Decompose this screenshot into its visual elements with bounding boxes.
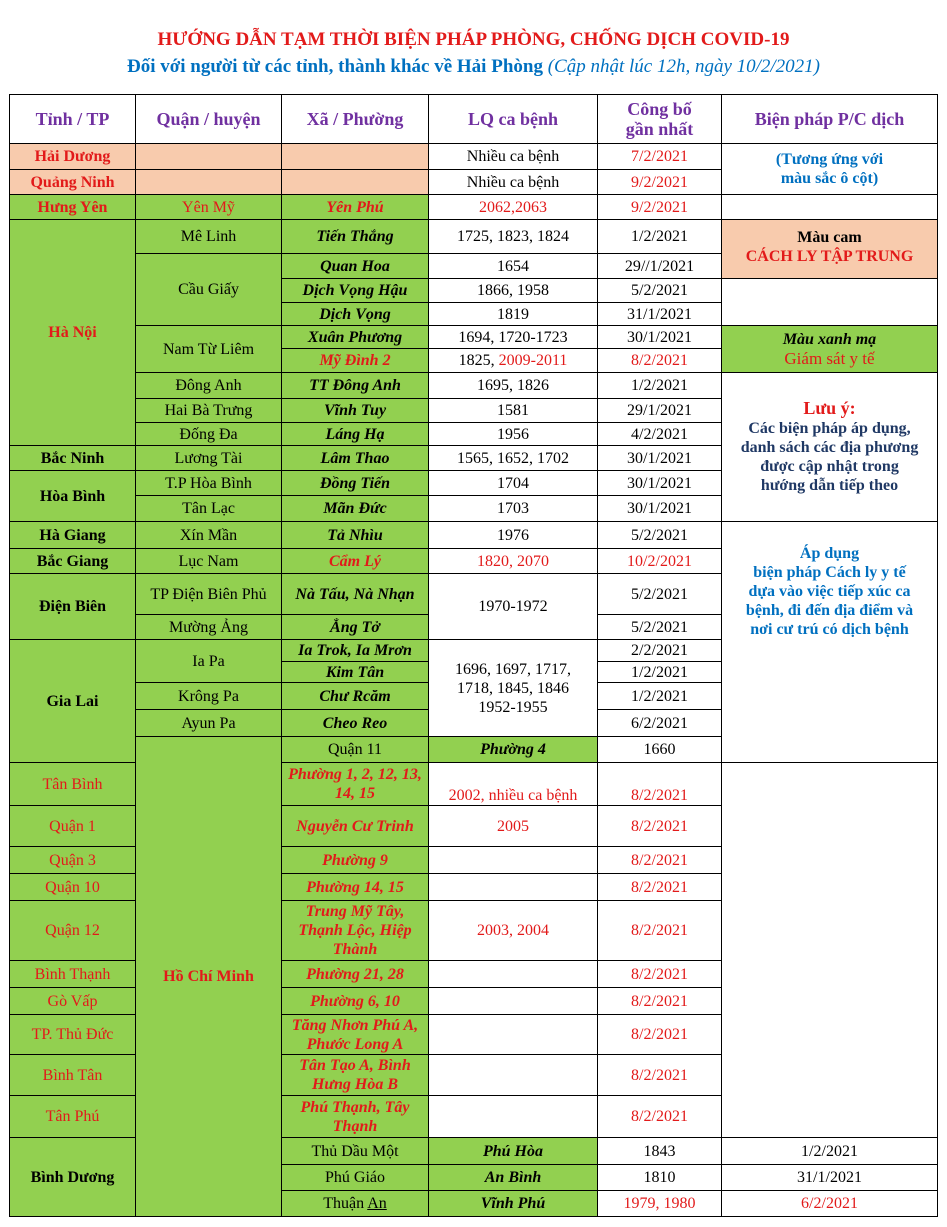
district-cell: Ayun Pa xyxy=(136,710,282,737)
date-cell: 8/2/2021 xyxy=(598,1015,722,1055)
apply-line5: nơi cư trú có dịch bệnh xyxy=(750,621,909,638)
measure-blank xyxy=(722,279,938,326)
page-title: HƯỚNG DẪN TẠM THỜI BIỆN PHÁP PHÒNG, CHỐNG DỊCH COVID-19 xyxy=(157,29,790,50)
legend-line1: (Tương ứng với xyxy=(775,151,884,168)
cases-cell: 1819 xyxy=(429,303,598,326)
page-subtitle xyxy=(0,56,947,78)
district-cell: Krông Pa xyxy=(136,683,282,710)
district-cell: Bình Tân xyxy=(10,1055,136,1096)
note-line2: danh sách các địa phương xyxy=(740,439,919,456)
ward-cell: Láng Hạ xyxy=(282,423,429,446)
ward-cell: Phường 1, 2, 12, 13, 14, 15 xyxy=(282,763,429,806)
ward-cell: Mỹ Đình 2 xyxy=(282,349,429,373)
province-cell: Gia Lai xyxy=(10,640,136,763)
cases-cell xyxy=(429,640,598,737)
cases-cell: 1654 xyxy=(429,254,598,279)
district-cell: Tân Lạc xyxy=(136,496,282,522)
legend-line2: màu sắc ô cột) xyxy=(780,170,879,187)
date-cell: 5/2/2021 xyxy=(598,279,722,303)
ward-cell: Đồng Tiến xyxy=(282,471,429,496)
district-cell: Lục Nam xyxy=(136,549,282,574)
date-cell: 8/2/2021 xyxy=(598,961,722,988)
date-cell: 2/2/2021 xyxy=(598,640,722,662)
date-cell: 31/1/2021 xyxy=(722,1165,938,1191)
province-cell: Điện Biên xyxy=(10,574,136,640)
ward-cell: Vĩnh Tuy xyxy=(282,399,429,423)
ward-cell: Phường 21, 28 xyxy=(282,961,429,988)
ward-cell: Phường 9 xyxy=(282,847,429,874)
covid-measures-table xyxy=(9,94,938,1217)
cases-cell: Nhiều ca bệnh xyxy=(429,170,598,195)
cases-cell: 2003, 2004 xyxy=(429,901,598,961)
cases-cell xyxy=(429,988,598,1015)
ward-cell: Chư Rcăm xyxy=(282,683,429,710)
ward-cell: Dịch Vọng xyxy=(282,303,429,326)
ward-cell xyxy=(282,170,429,195)
district-cell: Quận 11 xyxy=(282,737,429,763)
province-cell: Hòa Bình xyxy=(10,471,136,522)
date-cell: 8/2/2021 xyxy=(598,349,722,373)
header-announced-line2: gần nhất xyxy=(625,119,694,139)
cases-cell: 1820, 2070 xyxy=(429,549,598,574)
date-cell: 9/2/2021 xyxy=(598,170,722,195)
header-ward: Xã / Phường xyxy=(282,95,429,144)
ward-cell xyxy=(282,144,429,170)
date-cell: 8/2/2021 xyxy=(598,988,722,1015)
district-cell: Đống Đa xyxy=(136,423,282,446)
district-cell: Gò Vấp xyxy=(10,988,136,1015)
date-cell: 1/2/2021 xyxy=(722,1138,938,1165)
date-cell: 8/2/2021 xyxy=(598,1096,722,1138)
date-cell: 1/2/2021 xyxy=(598,220,722,254)
cases-cell: Nhiều ca bệnh xyxy=(429,144,598,170)
measure-note xyxy=(722,373,938,522)
province-cell: Hồ Chí Minh xyxy=(136,737,282,1217)
table-row xyxy=(10,220,938,254)
district-cell: Mường Ảng xyxy=(136,615,282,640)
date-cell: 5/2/2021 xyxy=(598,522,722,549)
ward-cell: Yên Phú xyxy=(282,195,429,220)
date-cell: 30/1/2021 xyxy=(598,471,722,496)
cases-cell xyxy=(429,349,598,373)
cases-cell: 1810 xyxy=(598,1165,722,1191)
province-cell: Bắc Giang xyxy=(10,549,136,574)
cases-cell: 1660 xyxy=(598,737,722,763)
district-cell: Lương Tài xyxy=(136,446,282,471)
note-title: Lưu ý: xyxy=(803,398,856,418)
apply-line3: dựa vào việc tiếp xúc ca xyxy=(748,583,911,600)
district-cell: Mê Linh xyxy=(136,220,282,254)
header-announced-line1: Công bố xyxy=(627,99,692,119)
date-cell: 8/2/2021 xyxy=(598,874,722,901)
date-cell: 29//1/2021 xyxy=(598,254,722,279)
district-cell: Thủ Dầu Một xyxy=(282,1138,429,1165)
ward-cell: Cẩm Lý xyxy=(282,549,429,574)
ward-cell: Phú Thạnh, Tây Thạnh xyxy=(282,1096,429,1138)
cases-cell xyxy=(429,961,598,988)
note-line3: được cập nhật trong xyxy=(760,458,899,475)
gia-lai-cases-line2: 1718, 1845, 1846 xyxy=(457,679,569,697)
date-cell: 10/2/2021 xyxy=(598,549,722,574)
district-cell: Tân Phú xyxy=(10,1096,136,1138)
date-cell: 1/2/2021 xyxy=(598,683,722,710)
cases-cell: 1976 xyxy=(429,522,598,549)
ward-cell: Phường 14, 15 xyxy=(282,874,429,901)
gia-lai-cases-line3: 1952-1955 xyxy=(478,698,548,716)
note-line1: Các biện pháp áp dụng, xyxy=(748,420,911,437)
cases-cell: 1694, 1720-1723 xyxy=(429,326,598,349)
district-cell: Bình Thạnh xyxy=(10,961,136,988)
date-cell: 8/2/2021 xyxy=(598,847,722,874)
ward-cell: Nguyễn Cư Trinh xyxy=(282,806,429,847)
cases-cell: 2002, nhiều ca bệnh xyxy=(429,763,598,806)
province-cell: Hà Giang xyxy=(10,522,136,549)
district-cell: Đông Anh xyxy=(136,373,282,399)
cases-cell: 1979, 1980 xyxy=(598,1191,722,1217)
date-cell: 1/2/2021 xyxy=(598,662,722,683)
district-cell: TP. Thủ Đức xyxy=(10,1015,136,1055)
date-cell: 8/2/2021 xyxy=(598,806,722,847)
cases-cell: 1565, 1652, 1702 xyxy=(429,446,598,471)
date-cell: 31/1/2021 xyxy=(598,303,722,326)
district-cell: Quận 3 xyxy=(10,847,136,874)
apply-line4: bệnh, đi đến địa điểm và xyxy=(745,602,914,619)
cases-cell: 2062,2063 xyxy=(429,195,598,220)
district-cell: Quận 10 xyxy=(10,874,136,901)
date-cell: 29/1/2021 xyxy=(598,399,722,423)
table-row xyxy=(10,522,938,549)
table-row xyxy=(10,144,938,170)
district-cell: Yên Mỹ xyxy=(136,195,282,220)
header-cases: LQ ca bệnh xyxy=(429,95,598,144)
ward-cell: Ẳng Tở xyxy=(282,615,429,640)
province-cell: Hưng Yên xyxy=(10,195,136,220)
district-cell: T.P Hòa Bình xyxy=(136,471,282,496)
date-cell: 7/2/2021 xyxy=(598,144,722,170)
measure-blank xyxy=(722,195,938,220)
district-cell xyxy=(282,1191,429,1217)
header-district: Quận / huyện xyxy=(136,95,282,144)
cases-cell: 1866, 1958 xyxy=(429,279,598,303)
ward-cell: Phú Hòa xyxy=(429,1138,598,1165)
ward-cell: Xuân Phương xyxy=(282,326,429,349)
cases-cell xyxy=(429,847,598,874)
date-cell: 9/2/2021 xyxy=(598,195,722,220)
ward-cell: An Bình xyxy=(429,1165,598,1191)
province-cell: Hà Nội xyxy=(10,220,136,446)
ward-cell: Kim Tân xyxy=(282,662,429,683)
cases-cell: 1703 xyxy=(429,496,598,522)
ward-cell: Dịch Vọng Hậu xyxy=(282,279,429,303)
ward-cell: TT Đông Anh xyxy=(282,373,429,399)
cases-cell: 1956 xyxy=(429,423,598,446)
note-line4: hướng dẫn tiếp theo xyxy=(760,477,899,494)
date-cell: 4/2/2021 xyxy=(598,423,722,446)
measure-apply xyxy=(722,522,938,763)
cases-cell xyxy=(429,1055,598,1096)
district-name-part2: An xyxy=(367,1195,387,1212)
orange-legend-line2: CÁCH LY TẬP TRUNG xyxy=(745,248,914,265)
province-cell: Hải Dương xyxy=(10,144,136,170)
ward-cell: Mãn Đức xyxy=(282,496,429,522)
district-cell: Nam Từ Liêm xyxy=(136,326,282,373)
date-cell: 8/2/2021 xyxy=(598,763,722,806)
district-cell: Quận 1 xyxy=(10,806,136,847)
ward-cell: Tả Nhìu xyxy=(282,522,429,549)
orange-legend-line1: Màu cam xyxy=(797,229,862,246)
measure-orange-legend xyxy=(722,220,938,279)
province-cell: Bình Dương xyxy=(10,1138,136,1217)
ward-cell: Ia Trok, Ia Mrơn xyxy=(282,640,429,662)
district-cell xyxy=(136,144,282,170)
ward-cell: Quan Hoa xyxy=(282,254,429,279)
measure-green-legend xyxy=(722,326,938,373)
apply-line1: Áp dụng xyxy=(799,545,860,562)
ward-cell: Tăng Nhơn Phú A, Phước Long A xyxy=(282,1015,429,1055)
date-cell: 1/2/2021 xyxy=(598,373,722,399)
header-province: Tỉnh / TP xyxy=(10,95,136,144)
cases-new: 2009-2011 xyxy=(498,352,568,369)
cases-cell: 1581 xyxy=(429,399,598,423)
district-cell: Ia Pa xyxy=(136,640,282,683)
green-legend-line1: Màu xanh mạ xyxy=(782,330,877,348)
update-time: (Cập nhật lúc 12h, ngày 10/2/2021) xyxy=(547,56,821,77)
ward-cell: Lâm Thao xyxy=(282,446,429,471)
gia-lai-cases-line1: 1696, 1697, 1717, xyxy=(455,660,571,678)
cases-cell xyxy=(429,1096,598,1138)
header-measures: Biện pháp P/C dịch xyxy=(722,95,938,144)
header-announced xyxy=(598,95,722,144)
ward-cell: Tân Tạo A, Bình Hưng Hòa B xyxy=(282,1055,429,1096)
table-row xyxy=(10,326,938,349)
ward-cell: Phường 6, 10 xyxy=(282,988,429,1015)
district-cell: TP Điện Biên Phủ xyxy=(136,574,282,615)
province-cell: Bắc Ninh xyxy=(10,446,136,471)
table-header-row xyxy=(10,95,938,144)
ward-cell: Nà Tấu, Nà Nhạn xyxy=(282,574,429,615)
cases-cell: 1725, 1823, 1824 xyxy=(429,220,598,254)
district-cell: Xín Mần xyxy=(136,522,282,549)
district-cell: Quận 12 xyxy=(10,901,136,961)
district-name-part1: Thuận xyxy=(323,1195,368,1212)
cases-cell: 2005 xyxy=(429,806,598,847)
date-cell: 30/1/2021 xyxy=(598,496,722,522)
cases-cell: 1695, 1826 xyxy=(429,373,598,399)
ward-cell: Cheo Reo xyxy=(282,710,429,737)
district-cell: Cầu Giấy xyxy=(136,254,282,326)
date-cell: 6/2/2021 xyxy=(722,1191,938,1217)
ward-cell: Vĩnh Phú xyxy=(429,1191,598,1217)
date-cell: 5/2/2021 xyxy=(598,574,722,615)
date-cell: 8/2/2021 xyxy=(598,1055,722,1096)
cases-cell: 1843 xyxy=(598,1138,722,1165)
district-cell: Tân Bình xyxy=(10,763,136,806)
district-cell: Hai Bà Trưng xyxy=(136,399,282,423)
district-cell: Phú Giáo xyxy=(282,1165,429,1191)
province-cell: Quảng Ninh xyxy=(10,170,136,195)
date-cell: 30/1/2021 xyxy=(598,446,722,471)
cases-cell xyxy=(429,1015,598,1055)
date-cell: 8/2/2021 xyxy=(598,901,722,961)
date-cell: 6/2/2021 xyxy=(598,710,722,737)
cases-old: 1825, xyxy=(458,352,499,369)
date-cell: 5/2/2021 xyxy=(598,615,722,640)
ward-cell: Tiến Thắng xyxy=(282,220,429,254)
subtitle-main: Đối với người từ các tỉnh, thành khác về Hải Phòng xyxy=(126,56,543,77)
cases-cell: 1970-1972 xyxy=(429,574,598,640)
district-cell xyxy=(136,170,282,195)
ward-cell: Trung Mỹ Tây, Thạnh Lộc, Hiệp Thành xyxy=(282,901,429,961)
ward-cell: Phường 4 xyxy=(429,737,598,763)
apply-line2: biện pháp Cách ly y tế xyxy=(753,564,906,581)
green-legend-line2: Giám sát y tế xyxy=(784,348,875,368)
cases-cell xyxy=(429,874,598,901)
cases-cell: 1704 xyxy=(429,471,598,496)
table-row xyxy=(10,373,938,399)
table-row xyxy=(10,195,938,220)
measure-legend xyxy=(722,144,938,195)
date-cell: 30/1/2021 xyxy=(598,326,722,349)
